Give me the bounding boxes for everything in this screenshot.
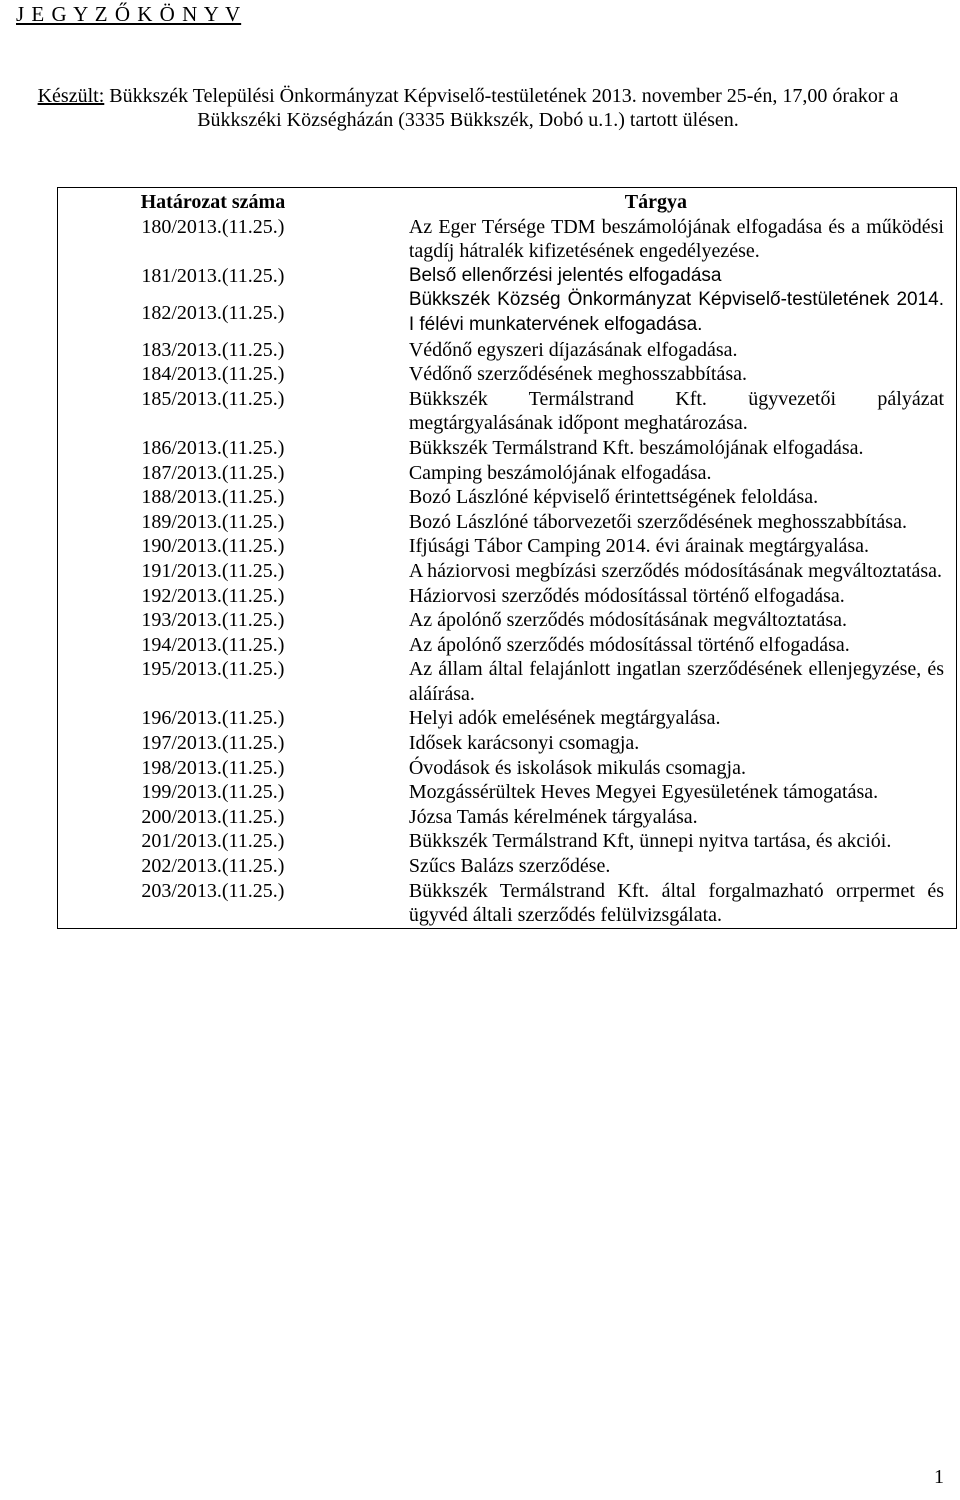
resolution-number: 200/2013.(11.25.) bbox=[141, 805, 285, 828]
resolution-subject: Az ápolónő szerződés módosításának megváltoztatása. bbox=[408, 609, 847, 632]
table-row bbox=[58, 534, 957, 559]
resolution-subject: Józsa Tamás kérelmének tárgyalása. bbox=[408, 805, 698, 828]
resolution-number: 201/2013.(11.25.) bbox=[141, 830, 285, 853]
intro-label: Készült: bbox=[37, 85, 105, 107]
resolution-subject: Idősek karácsonyi csomagja. bbox=[408, 732, 640, 755]
resolution-subject: A háziorvosi megbízási szerződés módosításának megváltoztatása. bbox=[408, 559, 942, 582]
resolution-number: 186/2013.(11.25.) bbox=[141, 436, 285, 459]
resolution-subject: Ifjúsági Tábor Camping 2014. évi árainak megtárgyalása. bbox=[408, 535, 870, 558]
resolution-number: 193/2013.(11.25.) bbox=[141, 609, 285, 632]
resolution-number: 197/2013.(11.25.) bbox=[141, 732, 285, 755]
resolution-number: 195/2013.(11.25.) bbox=[141, 658, 285, 681]
resolution-subject: Bükkszék Termálstrand Kft, ünnepi nyitva tartása, és akciói. bbox=[408, 830, 892, 853]
table-row bbox=[58, 215, 957, 264]
header-subject: Tárgya bbox=[624, 191, 688, 213]
resolution-number: 180/2013.(11.25.) bbox=[141, 215, 285, 238]
resolution-number: 187/2013.(11.25.) bbox=[141, 461, 285, 484]
resolution-number: 196/2013.(11.25.) bbox=[141, 707, 285, 730]
table-row bbox=[58, 362, 957, 387]
table-row bbox=[58, 608, 957, 633]
resolution-number: 185/2013.(11.25.) bbox=[141, 387, 285, 410]
resolution-subject: Szűcs Balázs szerződése. bbox=[408, 855, 611, 878]
resolution-number: 203/2013.(11.25.) bbox=[141, 879, 285, 902]
table-row bbox=[58, 338, 957, 363]
table-row bbox=[58, 805, 957, 830]
resolution-subject: Bükkszék Termálstrand Kft. ügyvezetői pályázat megtárgyalásának időpont meghatározása. bbox=[408, 387, 944, 435]
resolution-number: 188/2013.(11.25.) bbox=[141, 486, 285, 509]
resolution-subject: Háziorvosi szerződés módosítással történő elfogadása. bbox=[408, 584, 845, 607]
resolution-subject: Belső ellenőrzési jelentés elfogadása bbox=[408, 264, 722, 286]
resolution-subject: Bükkszék Termálstrand Kft. által forgalmazható orrpermet és ügyvéd általi szerződés felülvizsgálata. bbox=[408, 879, 944, 927]
resolution-number: 190/2013.(11.25.) bbox=[141, 535, 285, 558]
resolution-subject: Camping beszámolójának elfogadása. bbox=[408, 461, 712, 484]
table-row bbox=[58, 879, 957, 929]
header-number: Határozat száma bbox=[140, 191, 286, 213]
table-row bbox=[58, 559, 957, 584]
resolution-number: 199/2013.(11.25.) bbox=[141, 781, 285, 804]
table-row bbox=[58, 756, 957, 781]
table-row bbox=[58, 387, 957, 436]
resolution-subject: Az állam által felajánlott ingatlan szerződésének ellenjegyzése, és aláírása. bbox=[408, 658, 944, 705]
resolution-number: 184/2013.(11.25.) bbox=[141, 363, 285, 386]
resolution-subject: Helyi adók emelésének megtárgyalása. bbox=[408, 707, 721, 730]
resolution-subject: Védőnő egyszeri díjazásának elfogadása. bbox=[408, 338, 738, 361]
table-row bbox=[58, 633, 957, 658]
intro-paragraph bbox=[8, 84, 928, 132]
resolutions-table bbox=[57, 187, 957, 929]
resolution-subject: Bükkszék Termálstrand Kft. beszámolójának elfogadása. bbox=[408, 436, 864, 459]
resolution-subject: Az ápolónő szerződés módosítással történő elfogadása. bbox=[408, 633, 850, 656]
resolution-number: 202/2013.(11.25.) bbox=[141, 855, 285, 878]
table-row bbox=[58, 731, 957, 756]
table-row bbox=[58, 288, 957, 337]
table-row bbox=[58, 706, 957, 731]
resolution-number: 189/2013.(11.25.) bbox=[141, 510, 285, 533]
resolution-subject: Bükkszék Község Önkormányzat Képviselő-testületének 2014. I félévi munkatervének elfogadása. bbox=[408, 289, 944, 335]
page-number: 1 bbox=[934, 1466, 944, 1488]
table-row bbox=[58, 854, 957, 879]
resolution-number: 194/2013.(11.25.) bbox=[141, 633, 285, 656]
resolution-number: 183/2013.(11.25.) bbox=[141, 338, 285, 361]
resolution-number: 191/2013.(11.25.) bbox=[141, 559, 285, 582]
table-row bbox=[58, 780, 957, 805]
resolution-subject: Mozgássérültek Heves Megyei Egyesületének támogatása. bbox=[408, 781, 879, 804]
resolution-number: 198/2013.(11.25.) bbox=[141, 756, 285, 779]
resolution-subject: Bozó Lászlóné táborvezetői szerződésének meghosszabbítása. bbox=[408, 510, 907, 533]
resolution-subject: Védőnő szerződésének meghosszabbítása. bbox=[408, 363, 748, 386]
table-row bbox=[58, 584, 957, 609]
resolution-number: 192/2013.(11.25.) bbox=[141, 584, 285, 607]
table-row bbox=[58, 264, 957, 289]
table-row bbox=[58, 461, 957, 486]
resolution-subject: Bozó Lászlóné képviselő érintettségének feloldása. bbox=[408, 486, 819, 509]
table-row bbox=[58, 485, 957, 510]
table-row bbox=[58, 829, 957, 854]
resolution-number: 182/2013.(11.25.) bbox=[141, 301, 285, 324]
table-row bbox=[58, 657, 957, 706]
resolution-subject: Óvodások és iskolások mikulás csomagja. bbox=[408, 756, 746, 779]
resolution-subject: Az Eger Térsége TDM beszámolójának elfogadása és a működési tagdíj hátralék kifizetésének engedélyezése. bbox=[408, 215, 944, 263]
table-row bbox=[58, 510, 957, 535]
resolution-number: 181/2013.(11.25.) bbox=[141, 264, 285, 287]
table-header-row bbox=[58, 188, 957, 215]
document-title: J E G Y Z Ő K Ö N Y V bbox=[16, 2, 242, 26]
table-row bbox=[58, 436, 957, 461]
intro-text: Bükkszék Települési Önkormányzat Képviselő-testületének 2013. november 25-én, 17,00 órakor a Bükkszéki Községházán (3335 Bükkszék, Dobó u.1.) tartott ülésen. bbox=[104, 85, 899, 131]
